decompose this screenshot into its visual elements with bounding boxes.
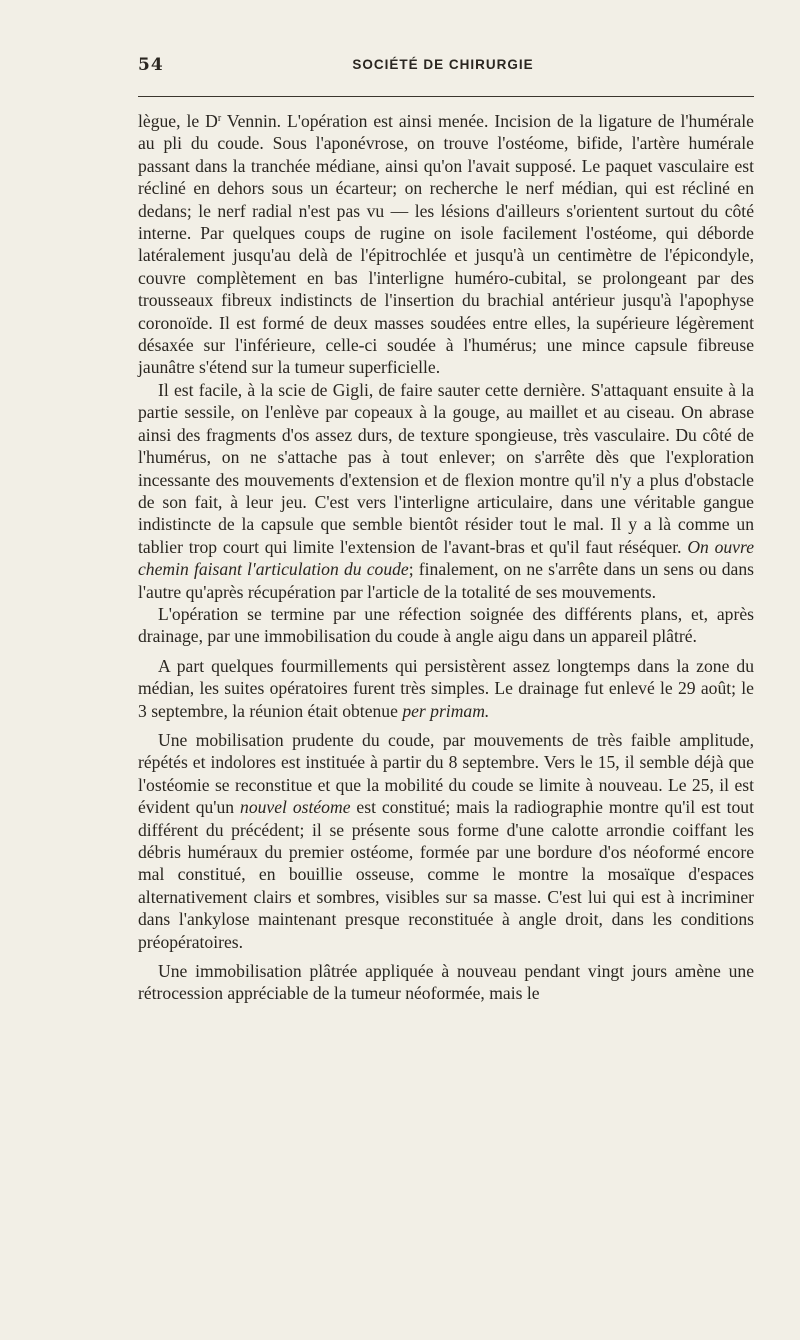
body-text — [138, 110, 754, 1005]
paragraph-1-text-a: lègue, le D — [138, 111, 218, 131]
header-rule — [138, 96, 754, 97]
page-header — [138, 55, 756, 79]
paragraph-4-text: A part quelques fourmillements qui persistèrent assez longtemps dans la zone du médian, les suites opératoires furent très simples. Le drainage fut enlevé le 29 août; le 3 septembre, la réunion était obtenue — [138, 655, 754, 721]
paragraph-6 — [138, 960, 754, 1005]
paragraph-5 — [138, 729, 754, 953]
paragraph-6-text: Une immobilisation plâtrée appliquée à nouveau pendant vingt jours amène une rétrocession appréciable de la tumeur néoformée, mais le — [138, 961, 754, 1004]
paragraph-3 — [138, 603, 754, 648]
paragraph-4-italic: per primam. — [402, 700, 490, 721]
paragraph-1-text-b: Vennin. L'opération est ainsi menée. Incision de la ligature de l'humérale au pli du coude. Sous l'aponévrose, on trouve l'ostéome, bifide, l'artère humérale passant dans la tranchée médiane, ainsi qu'on l'avait supposé. Le paquet vasculaire est récliné en dehors sous un écarteur; on recherche le nerf médian, qui est récliné en dedans; le nerf radial n'est pas vu — les lésions d'ailleurs s'orientent surtout du côté interne. Par quelques coups de rugine on isole facilement l'ostéome, qui déborde latéralement jusqu'au delà de l'épitrochlée et jusqu'à un centimètre de l'épicondyle, couvre complètement en bas l'interligne huméro-cubital, se prolongeant par des trousseaux fibreux indistincts de l'insertion du brachial antérieur jusqu'à l'apophyse coronoïde. Il est formé de deux masses soudées entre elles, la supérieure légèrement désaxée sur l'inférieure, celle-ci soudée à l'humérus; une mince capsule fibreuse jaunâtre s'étend sur la tumeur superficielle. — [138, 111, 754, 378]
paragraph-4 — [138, 655, 754, 722]
paragraph-1-superscript: r — [217, 113, 222, 124]
running-head: SOCIÉTÉ DE CHIRURGIE — [352, 57, 534, 72]
paragraph-3-text: L'opération se termine par une réfection soignée des différents plans, et, après drainage, par une immobilisation du coude à angle aigu dans un appareil plâtré. — [138, 603, 754, 647]
paragraph-2 — [138, 379, 754, 603]
page-number: 54 — [138, 55, 164, 75]
paragraph-1 — [138, 110, 754, 379]
paragraph-2-text-a: Il est facile, à la scie de Gigli, de faire sauter cette dernière. S'attaquant ensuite à la partie sessile, on l'enlève par copeaux à la gouge, au maillet et au ciseau. On abrase ainsi des fragments d'os assez durs, de texture spongieuse, très vasculaire. Du côté de l'humérus, on ne s'attache pas à tout enlever; on s'arrête dès que l'exploration incessante des mouvements d'extension et de flexion montre qu'il n'y a plus d'obstacle de son fait, à leur jeu. C'est vers l'interligne articulaire, dans une véritable gangue indistincte de la capsule que semble bientôt résider tout le mal. Il y a là comme un tablier trop court qui limite l'extension de l'avant-bras et qu'il faut réséquer. — [138, 379, 754, 557]
paragraph-5-text-a: Une mobilisation prudente du coude, par mouvements de très faible amplitude, répétés et indolores est instituée à partir du 8 septembre. Vers le 15, il semble déjà que l'ostéomie se reconstitue et que la mobilité du coude se limite à nouveau. Le 25, il est évident qu'un — [138, 729, 754, 818]
paragraph-2-italic: On ouvre chemin faisant l'articulation du coude — [138, 536, 754, 580]
paragraph-5-italic: nouvel ostéome — [240, 797, 351, 818]
paragraph-2-text-b: ; finalement, on ne s'arrête dans un sens ou dans l'autre qu'après récupération par l'article de la totalité de ses mouvements. — [138, 559, 754, 602]
paragraph-5-text-b: est constitué; mais la radiographie montre qu'il est tout différent du précédent; il se présente sous forme d'une calotte arrondie coiffant les débris huméraux du premier ostéome, formée par une bordure d'os néoformé encore mal constitué, en bouillie osseuse, comme le montre la mosaïque d'espaces alternativement clairs et sombres, visibles sur sa masse. C'est lui qui est à incriminer dans l'ankylose maintenant presque reconstituée à angle droit, dans les conditions préopératoires. — [138, 797, 754, 952]
